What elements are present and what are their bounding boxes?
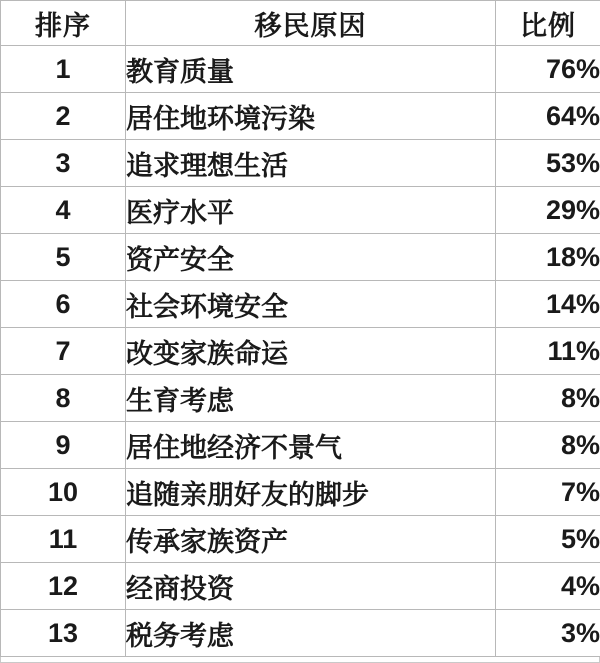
cell-percent: 64% bbox=[496, 93, 600, 140]
cell-rank: 11 bbox=[1, 516, 126, 563]
cell-percent: 14% bbox=[496, 281, 600, 328]
cell-reason: 追随亲朋好友的脚步 bbox=[126, 469, 496, 516]
table-row bbox=[1, 140, 600, 187]
cell-rank: 12 bbox=[1, 563, 126, 610]
cell-reason: 教育质量 bbox=[126, 46, 496, 93]
column-header-rank: 排序 bbox=[1, 1, 126, 46]
table-row bbox=[1, 375, 600, 422]
cell-percent: 53% bbox=[496, 140, 600, 187]
cell-rank: 13 bbox=[1, 610, 126, 657]
cell-percent: 4% bbox=[496, 563, 600, 610]
cell-rank: 9 bbox=[1, 422, 126, 469]
table-row bbox=[1, 187, 600, 234]
cell-reason: 居住地环境污染 bbox=[126, 93, 496, 140]
cell-percent: 8% bbox=[496, 375, 600, 422]
cell-rank: 10 bbox=[1, 469, 126, 516]
cell-rank: 1 bbox=[1, 46, 126, 93]
cell-reason: 资产安全 bbox=[126, 234, 496, 281]
cell-reason: 居住地经济不景气 bbox=[126, 422, 496, 469]
cell-rank: 5 bbox=[1, 234, 126, 281]
cell-rank: 3 bbox=[1, 140, 126, 187]
cell-percent: 3% bbox=[496, 610, 600, 657]
cell-reason: 改变家族命运 bbox=[126, 328, 496, 375]
column-header-percent: 比例 bbox=[496, 1, 600, 46]
cell-percent: 7% bbox=[496, 469, 600, 516]
cell-percent: 29% bbox=[496, 187, 600, 234]
table-row bbox=[1, 234, 600, 281]
cell-rank: 4 bbox=[1, 187, 126, 234]
cell-reason: 税务考虑 bbox=[126, 610, 496, 657]
cell-reason: 医疗水平 bbox=[126, 187, 496, 234]
table-row bbox=[1, 281, 600, 328]
cell-rank: 6 bbox=[1, 281, 126, 328]
cell-reason: 生育考虑 bbox=[126, 375, 496, 422]
cell-percent: 11% bbox=[496, 328, 600, 375]
cell-reason: 社会环境安全 bbox=[126, 281, 496, 328]
table-row bbox=[1, 516, 600, 563]
cell-percent: 76% bbox=[496, 46, 600, 93]
cell-reason: 经商投资 bbox=[126, 563, 496, 610]
cell-percent: 18% bbox=[496, 234, 600, 281]
table-row bbox=[1, 46, 600, 93]
cell-reason: 传承家族资产 bbox=[126, 516, 496, 563]
table-row bbox=[1, 469, 600, 516]
cell-rank: 2 bbox=[1, 93, 126, 140]
table-row bbox=[1, 563, 600, 610]
table-row bbox=[1, 328, 600, 375]
table-body bbox=[1, 46, 600, 657]
cell-rank: 8 bbox=[1, 375, 126, 422]
cell-rank: 7 bbox=[1, 328, 126, 375]
cell-reason: 追求理想生活 bbox=[126, 140, 496, 187]
table-header-row bbox=[1, 1, 600, 46]
cell-percent: 5% bbox=[496, 516, 600, 563]
table-header bbox=[1, 1, 600, 46]
table-row bbox=[1, 610, 600, 657]
column-header-reason: 移民原因 bbox=[126, 1, 496, 46]
table-row bbox=[1, 93, 600, 140]
table-row bbox=[1, 422, 600, 469]
cell-percent: 8% bbox=[496, 422, 600, 469]
